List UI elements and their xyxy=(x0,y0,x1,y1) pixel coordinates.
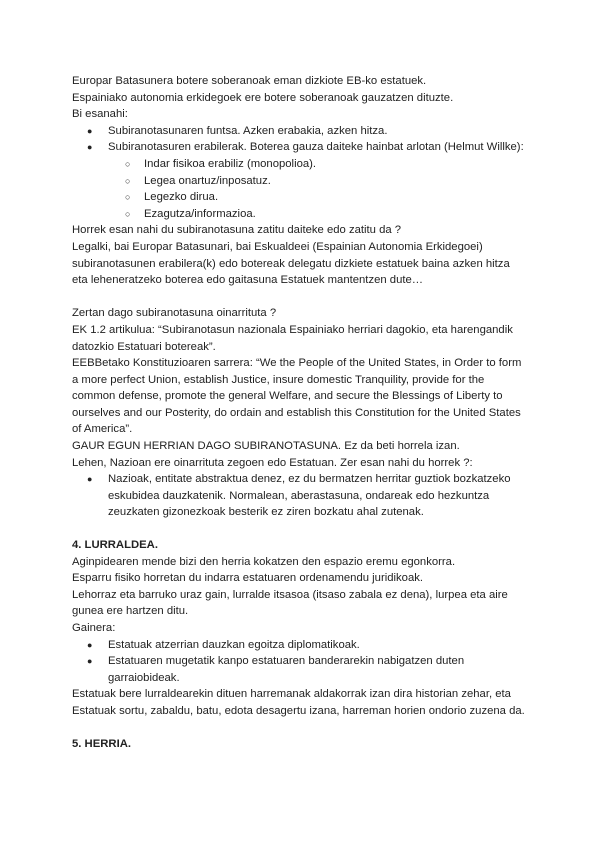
intro-line: Europar Batasunera botere soberanoak eman dizkiote EB-ko estatuek. xyxy=(72,75,427,87)
usa-preamble: EEBBetako Konstituzioaren sarrera: “We the People of the United States, in Order to form a more perfect Union, establish Justice, insure domestic Tranquility, provide for the common defense, promote the general Welfare, and secure the Blessings of Liberty to ourselves and our Posterity, do ordain and establish this Constitution for the United States of America”. xyxy=(72,357,522,436)
section-4-item: ● Estatuaren mugetatik kanpo estatuaren banderarekin nabigatzen duten garraiobideak. xyxy=(72,653,528,686)
area-item: ○ Legea onartuz/inposatuz. xyxy=(72,173,528,190)
ek-article: EK 1.2 artikulua: “Subiranotasun nazionala Espainiako herriari dagokio, eta harengandik datozkio Estatuari botereak”. xyxy=(72,323,513,353)
nation-item: ● Nazioak, entitate abstraktua denez, ez du bermatzen herritar guztiok bozkatzeko eskubidea dauzkatenik. Normalean, aberastasuna, ondareak edo hezkuntza zeuzkaten gizonezkoak besterik ez ziren bozkatu ahal zutenak. xyxy=(72,471,528,521)
section-4-heading: 4. LURRALDEA. xyxy=(72,539,158,552)
paragraph-gap xyxy=(72,521,528,535)
area-item: ○ Ezagutza/informazioa. xyxy=(72,206,528,223)
before-line: Lehen, Nazioan ere oinarrituta zegoen edo Estatuan. Zer esan nahi du horrek ?: xyxy=(72,456,473,469)
divisible-question: Horrek esan nahi du subiranotasuna zatitu daiteke edo zatitu da ? xyxy=(72,224,402,237)
intro-line: Espainiako autonomia erkidegoek ere botere soberanoak gauzatzen dituzte. xyxy=(72,91,454,104)
nation-list xyxy=(72,471,528,521)
section-4-paragraph: Aginpidearen mende bizi den herria kokatzen den espazio eremu egonkorra. xyxy=(72,555,456,568)
section-4-item: ● Estatuak atzerrian dauzkan egoitza diplomatikoak. xyxy=(72,637,528,654)
areas-list xyxy=(72,156,528,222)
meaning-item: ● Subiranotasunaren funtsa. Azken erabakia, azken hitza. xyxy=(72,123,528,140)
section-4-paragraph: Esparru fisiko horretan du indarra estatuaren ordenamendu juridikoak. xyxy=(72,572,424,585)
today-line: GAUR EGUN HERRIAN DAGO SUBIRANOTASUNA. Ez da beti horrela izan. xyxy=(72,440,460,453)
meanings-list xyxy=(72,123,528,156)
paragraph-gap xyxy=(72,720,528,734)
meaning-item: ● Subiranotasuren erabilerak. Boterea gauza daiteke hainbat arlotan (Helmut Willke): xyxy=(72,139,528,156)
document-body xyxy=(72,73,528,752)
divisible-answer: Legalki, bai Europar Batasunari, bai Eskualdeei (Espainian Autonomia Erkidegoei) subiranotasunen erabilera(k) edo botereak delegatu dizkiete estatuek baina azken hitza eta leheneratzeko boterea edo gaitasuna Estatuek mantentzen dute… xyxy=(72,240,510,287)
section-5-heading: 5. HERRIA. xyxy=(72,737,132,750)
section-4-paragraph: Gainera: xyxy=(72,622,116,634)
area-item: ○ Legezko dirua. xyxy=(72,189,528,206)
section-4-closing: Estatuak bere lurraldearekin dituen harremanak aldakorrak izan dira historian zehar, eta Estatuak sortu, zabaldu, batu, edota desagertu izana, harreman horien ondorio zuzena da. xyxy=(72,688,525,717)
meanings-label: Bi esanahi: xyxy=(72,108,128,121)
paragraph-gap xyxy=(72,289,528,306)
rooted-question: Zertan dago subiranotasuna oinarrituta ? xyxy=(72,307,277,320)
section-4-list xyxy=(72,637,528,687)
area-item: ○ Indar fisikoa erabiliz (monopolioa). xyxy=(72,156,528,173)
section-4-paragraph: Lehorraz eta barruko uraz gain, lurralde itsasoa (itsaso zabala ez dena), lurpea eta aire gunea ere hartzen ditu. xyxy=(72,588,508,618)
